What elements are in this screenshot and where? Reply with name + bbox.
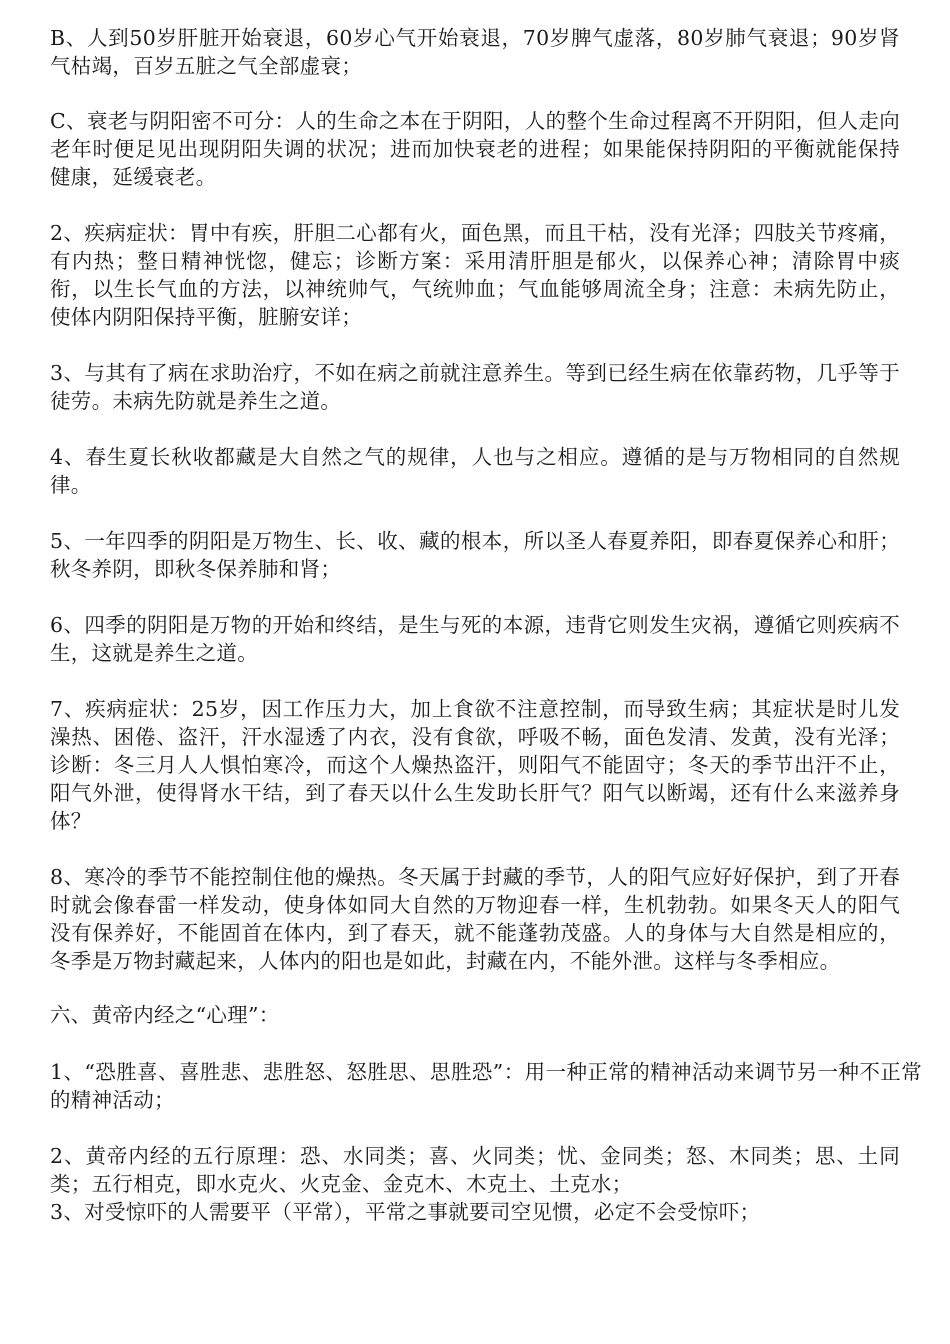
paragraph-aging-b: B、人到50岁肝脏开始衰退，60岁心气开始衰退，70岁脾气虚落，80岁肺气衰退；90岁肾气枯竭，百岁五脏之气全部虚衰；	[50, 26, 900, 78]
paragraph-seasons-4: 4、春生夏长秋收都藏是大自然之气的规律，人也与之相应。遵循的是与万物相同的自然规律。	[50, 445, 900, 497]
paragraph-prevention-3: 3、与其有了病在求助治疗，不如在病之前就注意养生。等到已经生病在依靠药物，几乎等于徒劳。未病先防就是养生之道。	[50, 361, 900, 413]
paragraph-symptoms-2: 2、疾病症状：胃中有疾，肝胆二心都有火，面色黑，而且干枯，没有光泽；四肢关节疼痛，有内热；整日精神恍惚，健忘；诊断方案：采用清肝胆是郁火，以保养心神；清除胃中痰衔，以生长气血的方法，以神统帅气，气统帅血；气血能够周流全身；注意：未病先防止，使体内阴阳保持平衡，脏腑安详；	[50, 221, 900, 329]
paragraph-aging-c: C、衰老与阴阳密不可分：人的生命之本在于阴阳，人的整个生命过程离不开阴阳，但人走向老年时便足见出现阴阳失调的状况；进而加快衰老的进程；如果能保持阴阳的平衡就能保持健康，延缓衰老。	[50, 109, 900, 189]
paragraph-five-elements-2: 2、黄帝内经的五行原理：恐、水同类；喜、火同类；忧、金同类；怒、木同类；思、土同类；五行相克，即水克火、火克金、金克木、木克土、土克水；	[50, 1144, 900, 1196]
paragraph-winter-8: 8、寒冷的季节不能控制住他的燥热。冬天属于封藏的季节，人的阳气应好好保护，到了开春时就会像春雷一样发动，使身体如同大自然的万物迎春一样，生机勃勃。如果冬天人的阳气没有保养好，不能固首在体内，到了春天，就不能蓬勃茂盛。人的身体与大自然是相应的，冬季是万物封藏起来，人体内的阳也是如此，封藏在内，不能外泄。这样与冬季相应。	[50, 865, 900, 973]
paragraph-fright-3: 3、对受惊吓的人需要平（平常），平常之事就要司空见惯，必定不会受惊吓；	[50, 1200, 761, 1224]
paragraph-emotions-1: 1、“恐胜喜、喜胜悲、悲胜怒、怒胜思、思胜恐”：用一种正常的精神活动来调节另一种不正常的精神活动；	[50, 1060, 922, 1112]
paragraph-symptoms-7: 7、疾病症状：25岁，因工作压力大，加上食欲不注意控制，而导致生病；其症状是时儿发澡热、困倦、盗汗，汗水湿透了内衣，没有食欲，呼吸不畅，面色发清、发黄，没有光泽；诊断：冬三月人人惧怕寒冷，而这个人燥热盗汗，则阳气不能固守；冬天的季节出汗不止，阳气外泄，使得肾水干结，到了春天以什么生发助长肝气？阳气以断竭，还有什么来滋养身体？	[50, 697, 900, 833]
paragraph-yin-yang-6: 6、四季的阴阳是万物的开始和终结，是生与死的本源，违背它则发生灾祸，遵循它则疾病不生，这就是养生之道。	[50, 613, 900, 665]
section-heading-psychology: 六、黄帝内经之“心理”：	[50, 1003, 280, 1027]
paragraph-yin-yang-5: 5、一年四季的阴阳是万物生、长、收、藏的根本，所以圣人春夏养阳，即春夏保养心和肝；秋冬养阴，即秋冬保养肺和肾；	[50, 529, 900, 581]
